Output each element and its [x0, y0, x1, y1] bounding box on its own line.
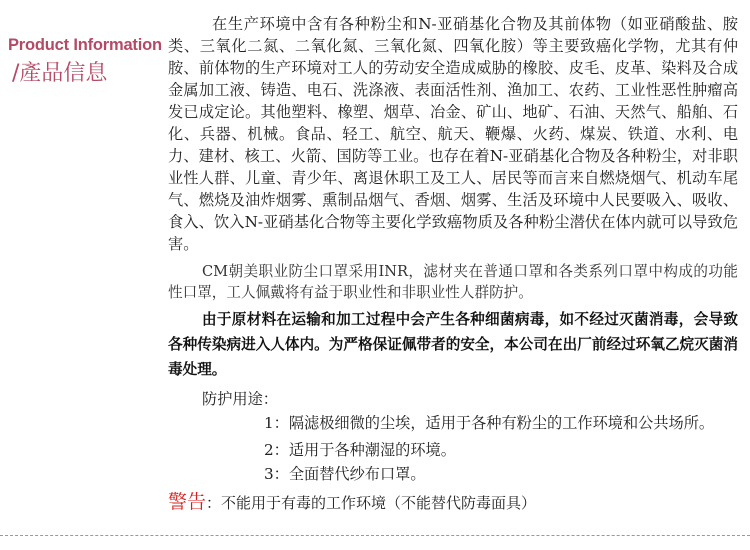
- warning-text: ：不能用于有毒的工作环境（不能替代防毒面具）: [206, 494, 537, 512]
- protection-heading: 防护用途：: [202, 390, 278, 408]
- title-english: Product Information: [8, 36, 162, 54]
- sterilization-paragraph: 由于原材料在运输和加工过程中会产生各种细菌病毒，如不经过灭菌消毒，会导致各种传染病进入人体内。为严格保证佩带者的安全，本公司在出厂前经过环氧乙烷灭菌消毒处理。: [168, 311, 738, 378]
- warning-label: 警告: [168, 491, 207, 513]
- title-chinese: /產品信息: [12, 61, 108, 86]
- protection-item-1: 1：隔滤极细微的尘埃，适用于各种有粉尘的工作环境和公共场所。: [264, 414, 715, 432]
- warning-line: [168, 489, 738, 516]
- cm-paragraph: CM朝美职业防尘口罩采用INR，滤材夹在普通口罩和各类系列口罩中构成的功能性口罩，工人佩戴将有益于职业性和非职业性人群防护。: [168, 263, 738, 301]
- product-description: [168, 13, 738, 516]
- intro-paragraph: 在生产环境中含有各种粉尘和N-亚硝基化合物及其前体物（如亚硝酸盐、胺类、三氧化二氮、二氧化氮、三氧化氮、四氧化胺）等主要致癌化学物，尤其有仲胺、前体物的生产环境对工人的劳动安全造成威胁的橡胶、皮毛、皮革、染料及合成金属加工液、铸造、电石、洗涤液、表面活性剂、渔加工、农药、工业性恶性肿瘤高发已成定论。其他塑料、橡塑、烟草、冶金、矿山、地矿、石油、天然气、船舶、石化、兵器、机械。食品、轻工、航空、航天、鞭爆、火药、煤炭、铁道、水利、电力、建材、核工、火箭、国防等工业。也存在着N-亚硝基化合物及各种粉尘，对非职业性人群、儿童、青少年、离退休职工及工人、居民等而言来自燃烧烟气、机动车尾气、燃烧及油炸烟雾、熏制品烟气、香烟、烟雾、生活及环境中人民要吸入、吸收、食入、饮入N-亚硝基化合物等主要化学致癌物质及各种粉尘潜伏在体内就可以导致危害。: [168, 15, 738, 253]
- dashed-divider: [0, 535, 750, 536]
- protection-item-3: 3：全面替代纱布口罩。: [264, 465, 426, 483]
- protection-item-2: 2：适用于各种潮湿的环境。: [264, 441, 456, 459]
- product-information-title: [8, 36, 168, 87]
